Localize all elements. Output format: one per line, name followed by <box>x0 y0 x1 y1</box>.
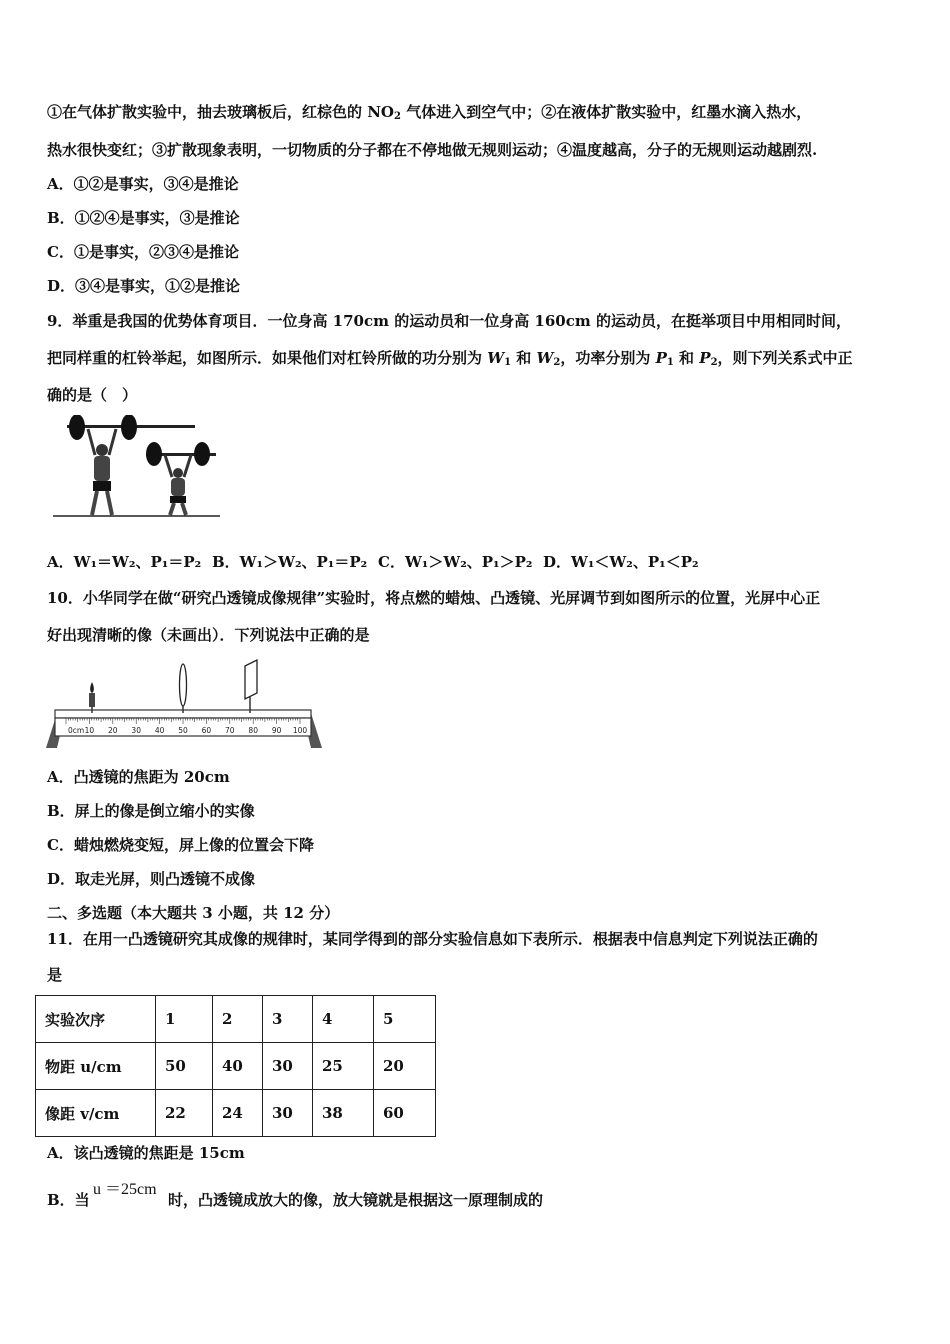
table-cell: 38 <box>313 1090 374 1137</box>
table-cell: 5 <box>374 996 436 1043</box>
q10-option-b: B．屏上的像是倒立缩小的实像 <box>47 802 255 820</box>
q9-line-1: 9．举重是我国的优势体育项目．一位身高 170cm 的运动员和一位身高 160cm 的运动员，在挺举项目中用相同时间， <box>47 312 851 330</box>
table-cell: 2 <box>213 996 263 1043</box>
intro-line-2: 热水很快变红；③扩散现象表明，一切物质的分子都在不停地做无规则运动；④温度越高，分子的无规则运动越剧烈. <box>47 141 818 159</box>
light-screen <box>245 660 257 713</box>
table-cell: 物距 u/cm <box>36 1043 156 1090</box>
weightlifter-short <box>146 442 216 515</box>
ruler-label-80: 80 <box>248 726 258 735</box>
experiment-table <box>35 995 436 1137</box>
intro-line-1: ①在气体扩散实验中，抽去玻璃板后，红棕色的 $NO_2$ 气体进入到空气中；②在液体扩散实验中，红墨水滴入热水， <box>47 103 812 122</box>
q11-option-b-formula: u ＝25cm <box>93 1181 157 1198</box>
table-row <box>36 1043 436 1090</box>
table-cell: 20 <box>374 1043 436 1090</box>
table-row <box>36 996 436 1043</box>
q8-option-a: A．①②是事实，③④是推论 <box>47 175 239 193</box>
ruler-label-0: 0cm <box>68 726 85 735</box>
q11-line-2: 是 <box>47 966 63 984</box>
table-cell: 24 <box>213 1090 263 1137</box>
table-cell: 30 <box>263 1090 313 1137</box>
q10-line-2: 好出现清晰的像（未画出）．下列说法中正确的是 <box>47 626 370 644</box>
q8-option-d: D．③④是事实，①②是推论 <box>47 277 241 295</box>
table-row <box>36 1090 436 1137</box>
q10-line-1: 10．小华同学在做“研究凸透镜成像规律”实验时，将点燃的蜡烛、凸透镜、光屏调节到如图所示的位置，光屏中心正 <box>47 589 821 607</box>
q9-line-3: 确的是（ ） <box>47 386 138 404</box>
table-cell: 1 <box>156 996 213 1043</box>
q9-option-c: C．W₁＞W₂、P₁＞P₂ <box>378 553 533 571</box>
q8-option-b: B．①②④是事实，③是推论 <box>47 209 240 227</box>
ruler-label-50: 50 <box>178 726 188 735</box>
ruler-label-100: 100 <box>292 726 308 735</box>
q11-option-a: A．该凸透镜的焦距是 15cm <box>47 1144 245 1162</box>
q9-option-a: A．W₁＝W₂、P₁＝P₂ <box>47 553 202 571</box>
section-2-heading: 二、多选题（本大题共 3 小题，共 12 分） <box>47 904 340 922</box>
optical-bench-figure <box>44 655 324 755</box>
q9-line-2: 把同样重的杠铃举起，如图所示．如果他们对杠铃所做的功分别为 $W_1$ 和 $W_2$，功率分别为 $P_1$ 和 $P_2$，则下列关系式中正 <box>47 349 853 368</box>
q11-option-b-prefix: B．当 <box>47 1191 90 1209</box>
q9-option-b: B．W₁＞W₂、P₁＝P₂ <box>212 553 368 571</box>
table-cell: 60 <box>374 1090 436 1137</box>
weightlifters-figure <box>50 415 225 523</box>
table-cell: 30 <box>263 1043 313 1090</box>
ruler-label-30: 30 <box>131 726 141 735</box>
convex-lens <box>180 664 187 713</box>
table-cell: 50 <box>156 1043 213 1090</box>
q11-line-1: 11．在用一凸透镜研究其成像的规律时，某同学得到的部分实验信息如下表所示．根据表中信息判定下列说法正确的 <box>47 930 818 948</box>
table-cell: 40 <box>213 1043 263 1090</box>
q11-option-b-suffix: 时，凸透镜成放大的像，放大镜就是根据这一原理制成的 <box>168 1191 544 1209</box>
ruler-label-90: 90 <box>271 726 282 735</box>
q9-option-d: D．W₁＜W₂、P₁＜P₂ <box>543 553 699 571</box>
candle <box>89 682 95 713</box>
table-cell: 实验次序 <box>36 996 156 1043</box>
table-cell: 22 <box>156 1090 213 1137</box>
q10-option-a: A．凸透镜的焦距为 20cm <box>47 768 230 786</box>
ruler-label-40: 40 <box>154 726 165 735</box>
q10-option-c: C．蜡烛燃烧变短，屏上像的位置会下降 <box>47 836 314 854</box>
table-cell: 3 <box>263 996 313 1043</box>
table-cell: 像距 v/cm <box>36 1090 156 1137</box>
ruler-label-20: 20 <box>108 726 118 735</box>
ruler-label-60: 60 <box>201 726 212 735</box>
table-cell: 25 <box>313 1043 374 1090</box>
q8-option-c: C．①是事实，②③④是推论 <box>47 243 239 261</box>
ruler-label-10: 10 <box>84 726 95 735</box>
q10-option-d: D．取走光屏，则凸透镜不成像 <box>47 870 256 888</box>
ruler-label-70: 70 <box>225 726 235 735</box>
table-cell: 4 <box>313 996 374 1043</box>
